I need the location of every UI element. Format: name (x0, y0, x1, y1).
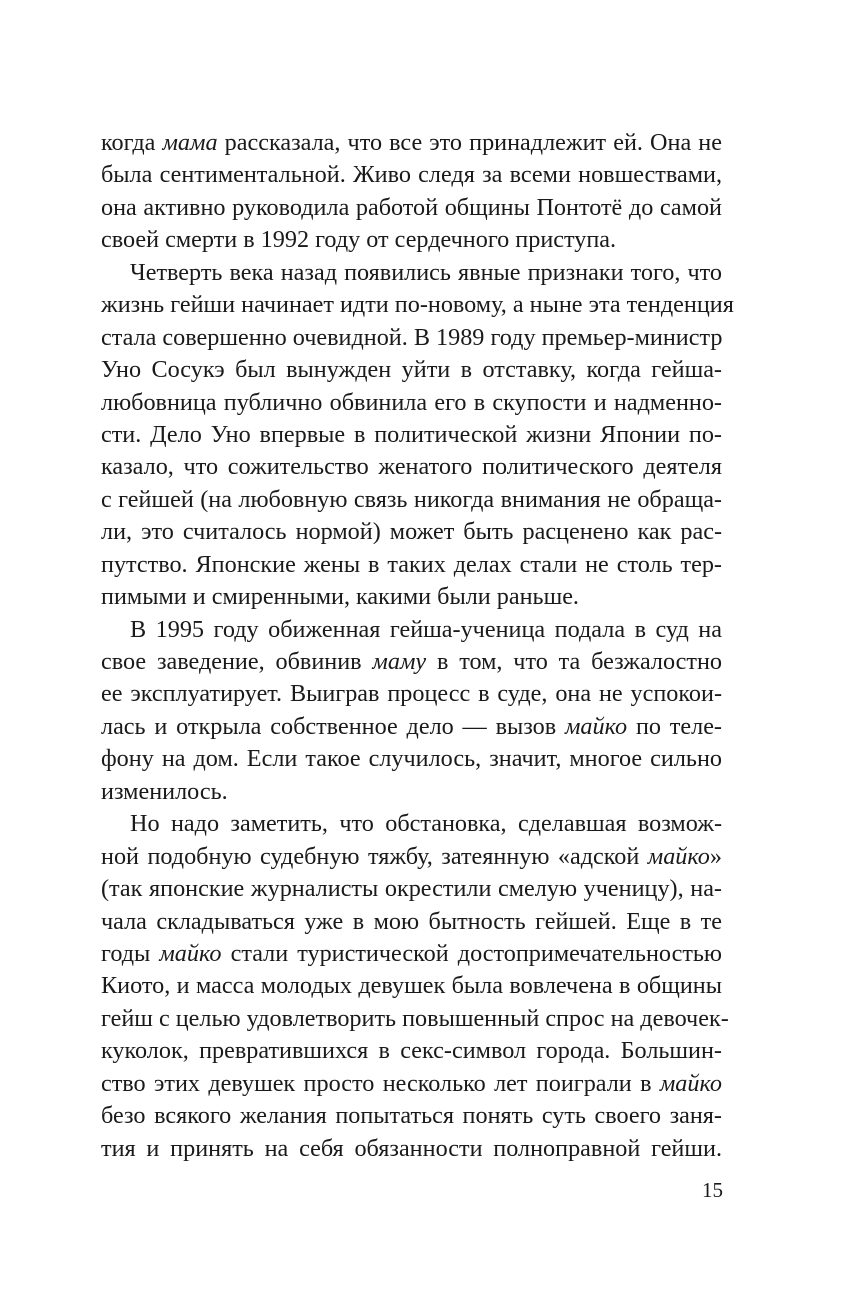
text-line (101, 1003, 729, 1035)
text-segment: рассказала, что все это принадлежит ей. Она не (217, 129, 722, 156)
text-line (101, 776, 722, 808)
text-line (101, 873, 722, 905)
text-segment: Уно Сосукэ был вынужден уйти в отставку, когда гейша- (101, 356, 722, 384)
text-segment: ство этих девушек просто несколько лет поиграли в (101, 1069, 660, 1097)
text-segment: казало, что сожительство женатого политического деятеля (101, 453, 722, 481)
text-segment: изменилось. (101, 777, 228, 805)
text-line (101, 1035, 722, 1067)
paragraph (101, 257, 734, 614)
paragraph (101, 808, 729, 1165)
text-line (101, 451, 722, 483)
text-segment: когда (101, 129, 163, 156)
text-segment: В 1995 году обиженная гейша-ученица подала в суд на (130, 615, 722, 643)
text-segment: своей смерти в 1992 году от сердечного приступа. (101, 226, 617, 254)
text-segment: куколок, превратившихся в секс-символ города. Большин- (101, 1037, 722, 1065)
text-line (101, 646, 722, 678)
italic-term: мама (162, 129, 218, 156)
text-segment: чала складываться уже в мою бытность гейшей. Еще в те (101, 907, 722, 935)
text-line (101, 549, 722, 581)
text-segment: ной подобную судебную тяжбу, затеянную «адской (101, 842, 648, 870)
text-segment: ли, это считалось нормой) может быть расценено как рас- (101, 518, 722, 546)
text-segment: » (709, 842, 722, 870)
text-line (101, 484, 722, 516)
text-line (101, 387, 722, 419)
text-segment: Но надо заметить, что обстановка, сделавшая возмож- (130, 810, 722, 838)
text-line (101, 419, 722, 451)
text-segment: сти. Дело Уно впервые в политической жизни Японии по- (101, 420, 722, 448)
text-segment: свое заведение, обвинив (101, 648, 373, 675)
italic-term: майко (647, 842, 710, 870)
paragraph (101, 614, 722, 809)
text-line (101, 581, 722, 613)
text-segment: она активно руководила работой общины Понтотё до самой (101, 193, 722, 221)
text-line (101, 841, 722, 873)
text-line (101, 614, 722, 646)
text-line (101, 516, 722, 548)
text-segment: по теле- (627, 712, 722, 740)
text-segment: стали туристической достопримечательностью (221, 939, 722, 967)
text-line (101, 224, 722, 256)
text-line (101, 322, 722, 354)
paragraph (101, 127, 722, 257)
text-line (101, 354, 722, 386)
text-segment: была сентиментальной. Живо следя за всеми новшествами, (101, 161, 722, 189)
text-segment: тия и принять на себя обязанности полноправной гейши. (101, 1134, 722, 1162)
text-segment: жизнь гейши начинает идти по-новому, а ныне эта тенденция (101, 291, 734, 319)
italic-term: майко (159, 939, 222, 967)
text-segment: ее эксплуатирует. Выиграв процесс в суде, она не успокои- (101, 680, 722, 708)
text-segment: гейш с целью удовлетворить повышенный спрос на девочек- (101, 1004, 729, 1032)
text-line (101, 1133, 722, 1165)
italic-term: майко (659, 1069, 722, 1097)
text-segment: годы (101, 939, 160, 967)
italic-term: маму (372, 648, 427, 675)
text-line (101, 808, 722, 840)
text-line (101, 743, 722, 775)
text-segment: в том, что та безжалостно (426, 648, 722, 675)
text-line (101, 678, 722, 710)
text-segment: пимыми и смиренными, какими были раньше. (101, 583, 579, 611)
text-segment: путство. Японские жены в таких делах стали не столь тер- (101, 550, 722, 578)
text-line (101, 1100, 722, 1132)
text-segment: безо всякого желания попытаться понять суть своего заня- (101, 1102, 722, 1130)
text-segment: с гейшей (на любовную связь никогда внимания не обраща- (101, 485, 722, 513)
text-line (101, 289, 734, 321)
text-line (101, 127, 722, 159)
text-line (101, 970, 722, 1002)
text-line (101, 906, 722, 938)
text-segment: фону на дом. Если такое случилось, значит, многое сильно (101, 745, 722, 773)
text-segment: Киото, и масса молодых девушек была вовлечена в общины (101, 972, 722, 1000)
text-segment: (так японские журналисты окрестили смелую ученицу), на- (101, 875, 722, 903)
text-line (101, 257, 722, 289)
body-text (101, 127, 734, 1165)
italic-term: майко (565, 712, 628, 740)
text-line (101, 192, 722, 224)
text-segment: стала совершенно очевидной. В 1989 году премьер-министр (101, 323, 723, 351)
text-segment: лась и открыла собственное дело — вызов (101, 712, 565, 740)
page-number: 15 (702, 1178, 723, 1202)
text-segment: Четверть века назад появились явные признаки того, что (130, 258, 722, 286)
text-line (101, 159, 722, 191)
text-segment: любовница публично обвинила его в скупости и надменно- (101, 388, 722, 416)
text-line (101, 711, 722, 743)
text-line (101, 1068, 722, 1100)
text-line (101, 938, 722, 970)
